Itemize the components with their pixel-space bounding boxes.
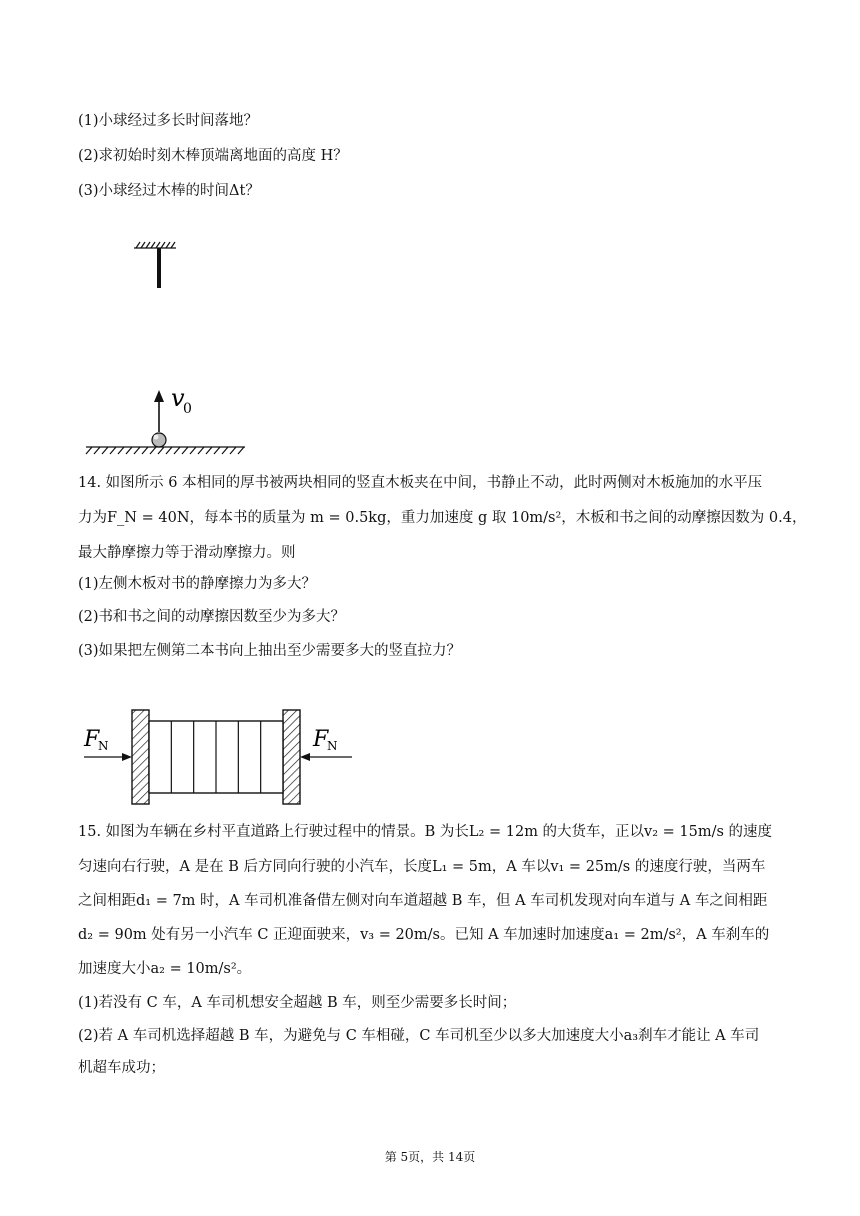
q13-sub1: (1)小球经过多长时间落地？ <box>78 113 259 129</box>
right-force-label-sub: N <box>327 739 338 753</box>
q15-line5: 加速度大小a₂ = 10m/s²。 <box>78 961 252 977</box>
q15-sub2b: 机超车成功； <box>78 1060 165 1076</box>
right-board <box>283 710 300 804</box>
q15-line2: 匀速向右行驶，A 是在 B 后方同向行驶的小汽车，长度L₁ = 5m，A 车以v₁ = 25m/s 的速度行驶，当两车 <box>78 859 766 875</box>
ground-hatch <box>86 447 245 454</box>
q14-sub2: (2)书和书之间的动摩擦因数至少为多大？ <box>78 609 346 625</box>
left-force-label-sub: N <box>98 739 109 753</box>
velocity-arrow <box>154 390 164 432</box>
left-board <box>132 710 149 804</box>
q14-line1: 14. 如图所示 6 本相同的厚书被两块相同的竖直木板夹在中间，书静止不动，此时两侧对木板施加的水平压 <box>78 475 763 491</box>
q14-figure <box>80 706 360 810</box>
right-force-label: F <box>313 727 329 752</box>
q15-line3: 之间相距d₁ = 7m 时，A 车司机准备借左侧对向车道超越 B 车，但 A 车司机发现对向车道与 A 车之间相距 <box>78 893 768 909</box>
ceiling-hatch <box>134 242 176 248</box>
q14-sub3: (3)如果把左侧第二本书向上抽出至少需要多大的竖直拉力？ <box>78 643 462 659</box>
q13-figure <box>80 236 260 466</box>
q14-line3: 最大静摩擦力等于滑动摩擦力。则 <box>78 545 296 561</box>
q15-line4: d₂ = 90m 处有另一小汽车 C 正迎面驶来，v₃ = 20m/s。已知 A 车加速时加速度a₁ = 2m/s²，A 车刹车的 <box>78 927 770 943</box>
velocity-label: v <box>171 384 185 412</box>
velocity-label-sub: 0 <box>183 401 192 417</box>
page-footer: 第 5页，共 14页 <box>384 1150 476 1164</box>
ball <box>152 433 166 447</box>
q14-line2: 力为F_N = 40N，每本书的质量为 m = 0.5kg，重力加速度 g 取 10m/s²，木板和书之间的动摩擦因数为 0.4， <box>78 510 807 526</box>
q13-sub2: (2)求初始时刻木棒顶端离地面的高度 H？ <box>78 148 348 164</box>
q15-sub2: (2)若 A 车司机选择超越 B 车，为避免与 C 车相碰，C 车司机至少以多大加速度大小a₃刹车才能让 A 车司 <box>78 1028 760 1044</box>
right-force-arrow <box>300 753 352 761</box>
q15-line1: 15. 如图为车辆在乡村平直道路上行驶过程中的情景。B 为长L₂ = 12m 的大货车，正以v₂ = 15m/s 的速度 <box>78 824 773 840</box>
q15-sub1: (1)若没有 C 车，A 车司机想安全超越 B 车，则至少需要多长时间； <box>78 995 517 1011</box>
q13-sub3: (3)小球经过木棒的时间Δt？ <box>78 183 260 199</box>
left-force-arrow <box>84 753 132 761</box>
left-force-label: F <box>84 727 100 752</box>
q14-sub1: (1)左侧木板对书的静摩擦力为多大？ <box>78 576 317 592</box>
